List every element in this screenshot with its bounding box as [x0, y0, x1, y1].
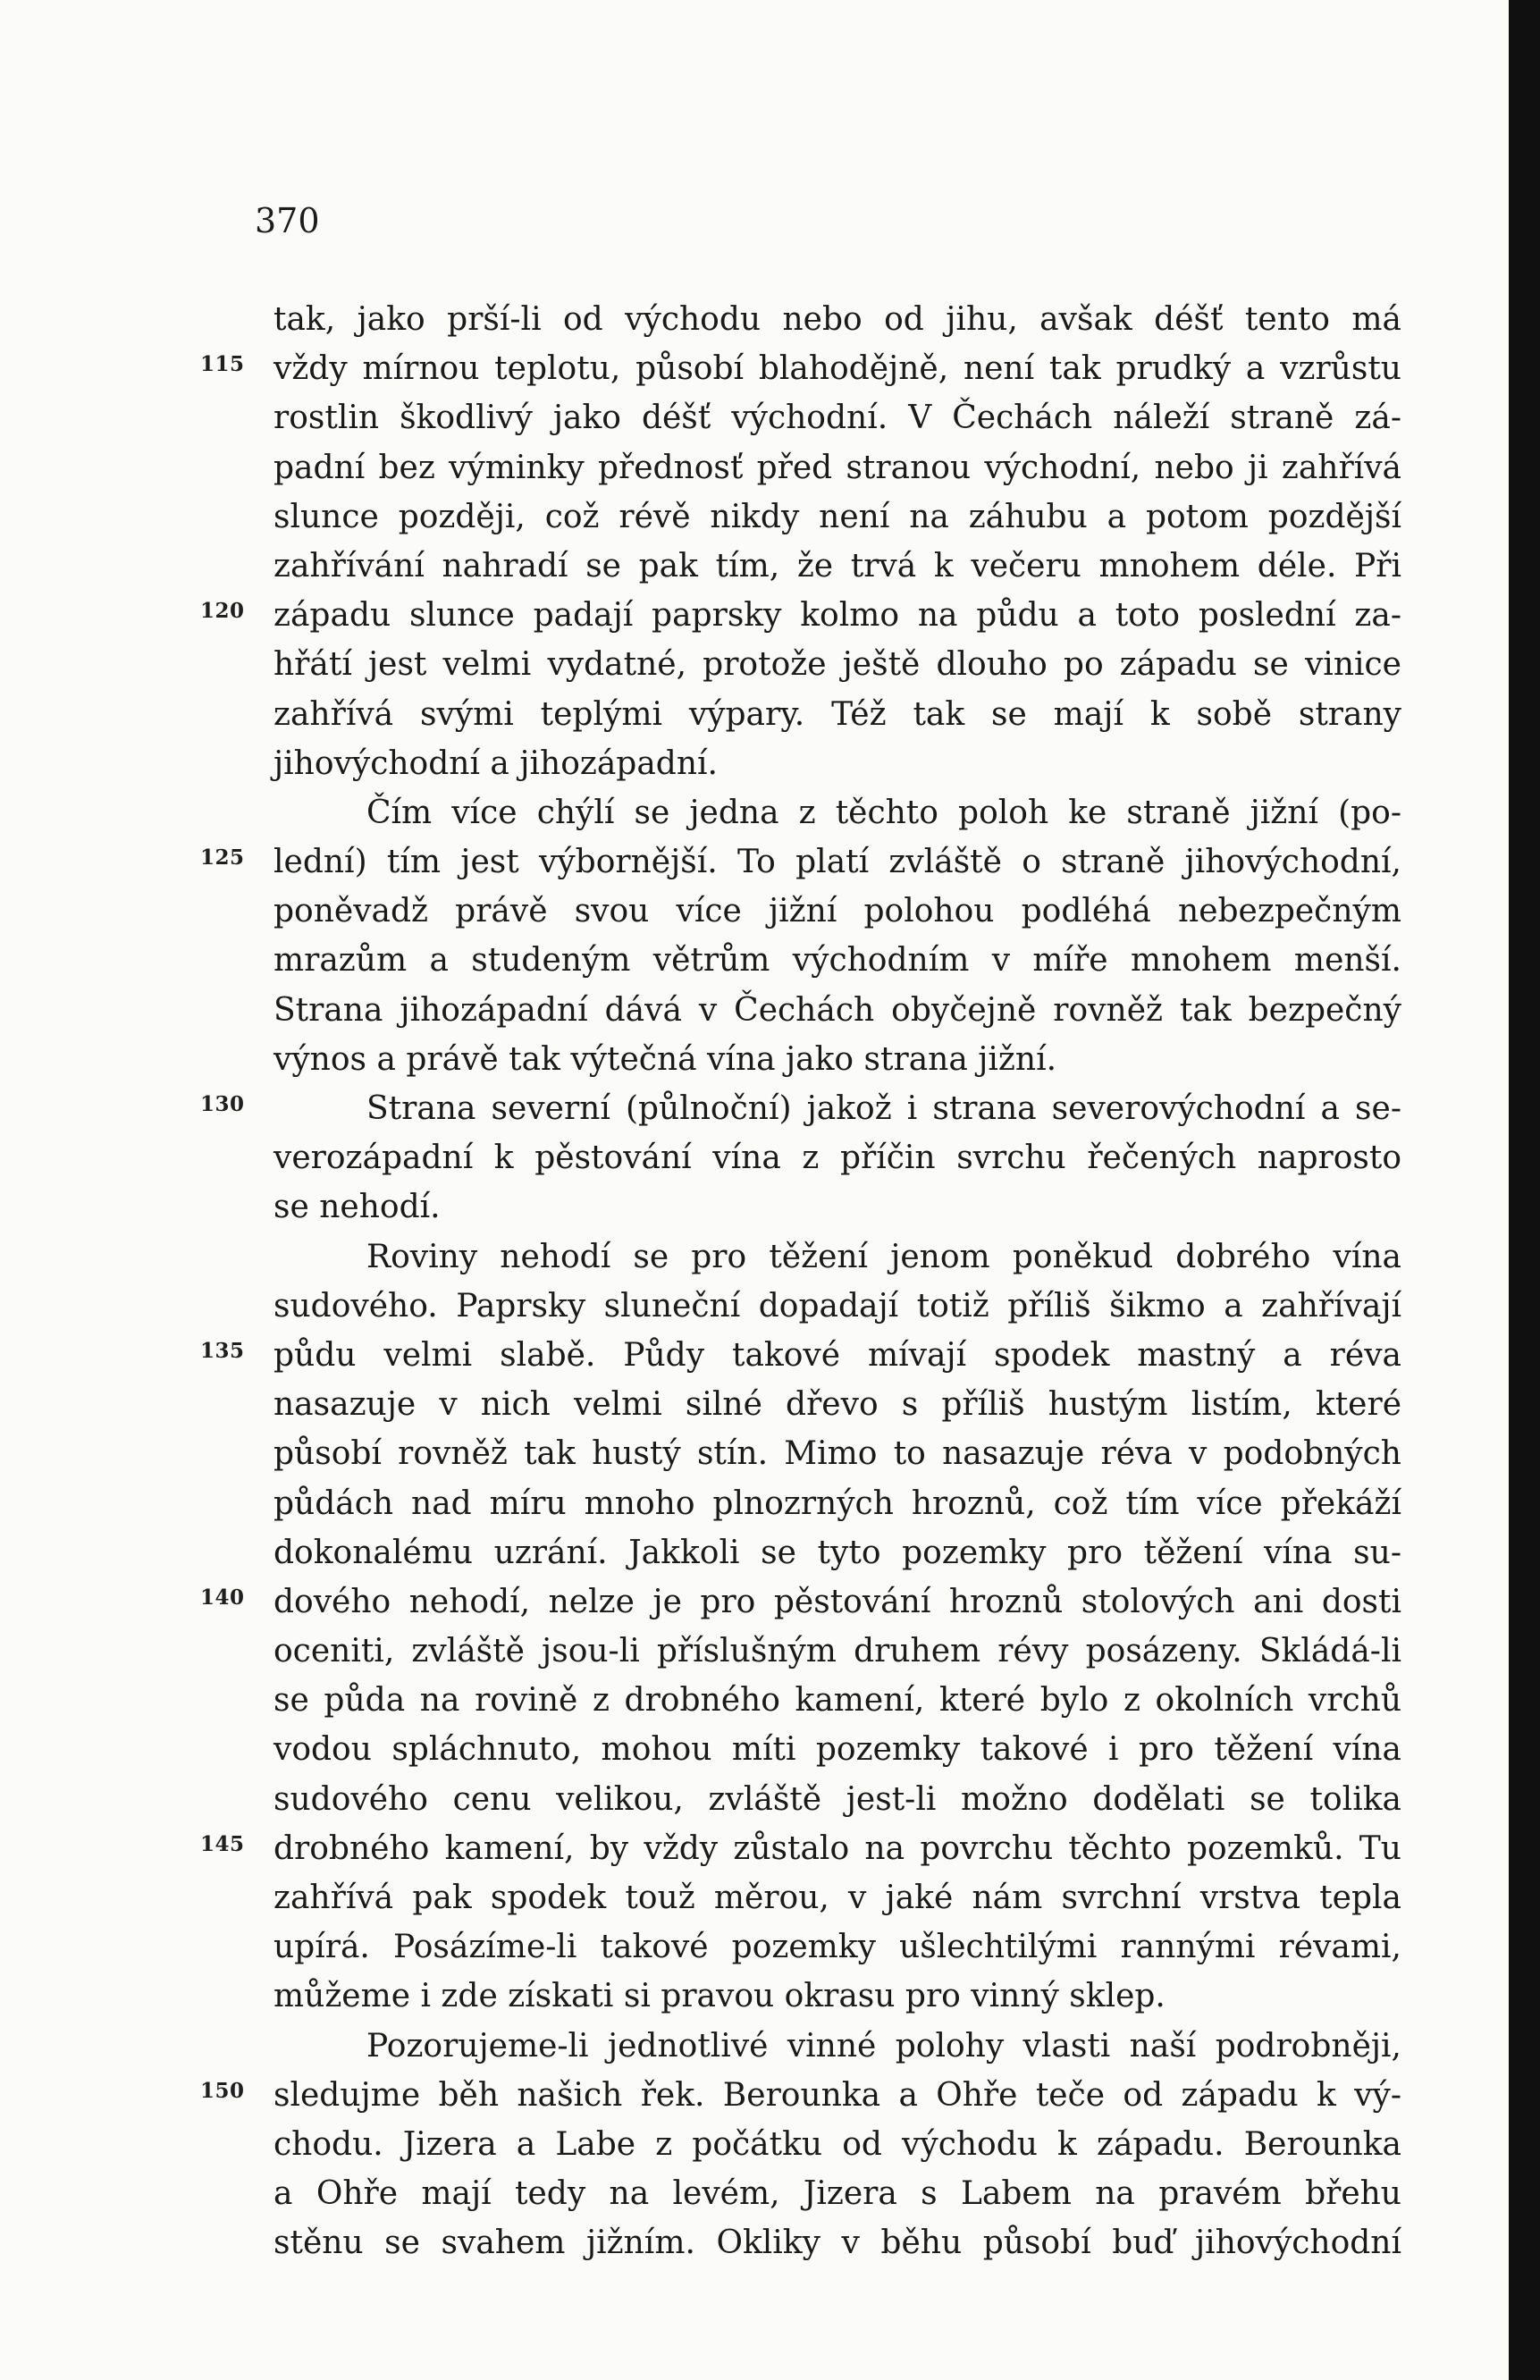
- line-text: vždy mírnou teplotu, působí blahodějně, není tak prudký a vzrůstu: [273, 350, 1401, 388]
- line-text: Čím více chýlí se jedna z těchto poloh ke straně jižní (po-: [366, 794, 1401, 831]
- line-text: se nehodí.: [273, 1189, 441, 1226]
- text-line: [200, 837, 1401, 887]
- text-line: [273, 887, 1401, 936]
- text-line: [273, 1282, 1401, 1331]
- line-text: výnos a právě tak výtečná vína jako strana jižní.: [273, 1040, 1057, 1078]
- text-line: [273, 393, 1401, 442]
- line-text: dokonalému uzrání. Jakkoli se tyto pozemky pro těžení vína su-: [273, 1534, 1401, 1571]
- line-text: chodu. Jizera a Labe z počátku od východu k západu. Berounka: [273, 2125, 1401, 2163]
- text-line: [273, 1972, 1401, 2021]
- text-line: [200, 1824, 1401, 1873]
- text-line: [273, 1035, 1401, 1084]
- line-text: poněvadž právě svou více jižní polohou podléhá nebezpečným: [273, 893, 1401, 930]
- line-text: mrazům a studeným větrům východním v míře mnohem menší.: [273, 942, 1401, 980]
- text-line: [273, 2120, 1401, 2169]
- line-text: půdu velmi slabě. Půdy takové mívají spodek mastný a réva: [273, 1336, 1401, 1374]
- line-text: oceniti, zvláště jsou-li příslušným druhem révy posázeny. Skládá-li: [273, 1633, 1401, 1670]
- text-line: [273, 1380, 1401, 1429]
- text-line: [273, 1479, 1401, 1528]
- text-line: [273, 1133, 1401, 1182]
- line-text: slunce později, což révě nikdy není na záhubu a potom pozdější: [273, 498, 1401, 535]
- scan-edge: [1509, 0, 1540, 2380]
- line-text: rostlin škodlivý jako déšť východní. V Čechách náleží straně zá-: [273, 399, 1401, 437]
- line-number: 115: [200, 352, 245, 377]
- line-number: 130: [200, 1092, 245, 1116]
- text-line: [273, 1775, 1401, 1824]
- line-text: Strana jihozápadní dává v Čechách obyčejně rovněž tak bezpečný: [273, 991, 1401, 1029]
- line-text: sudového cenu velikou, zvláště jest-li možno dodělati se tolika: [273, 1780, 1401, 1818]
- line-text: se půda na rovině z drobného kamení, které bylo z okolních vrchů: [273, 1682, 1401, 1720]
- text-line: [273, 1528, 1401, 1577]
- line-text: zahřívání nahradí se pak tím, že trvá k večeru mnohem déle. Při: [273, 547, 1401, 584]
- line-text: Pozorujeme-li jednotlivé vinné polohy vlasti naší podrobněji,: [366, 2027, 1401, 2065]
- line-text: můžeme i zde získati si pravou okrasu pro vinný sklep.: [273, 1978, 1166, 2015]
- text-line: [273, 1922, 1401, 1972]
- text-line: [273, 1873, 1401, 1922]
- text-line: [273, 1182, 1401, 1232]
- text-line: [273, 542, 1401, 591]
- line-text: zahřívá pak spodek touž měrou, v jaké nám svrchní vrstva tepla: [273, 1880, 1401, 1916]
- text-line: [200, 1084, 1401, 1133]
- line-text: hřátí jest velmi vydatné, protože ještě dlouho po západu se vinice: [273, 646, 1401, 684]
- text-line: [273, 2169, 1401, 2218]
- line-text: dového nehodí, nelze je pro pěstování hroznů stolových ani dosti: [273, 1583, 1401, 1620]
- line-number: 145: [200, 1831, 245, 1856]
- text-line: [273, 640, 1401, 689]
- text-line: [273, 936, 1401, 985]
- text-block: [200, 295, 1401, 2268]
- line-text: sudového. Paprsky sluneční dopadají totiž příliš šikmo a zahřívají: [273, 1287, 1401, 1325]
- line-text: Roviny nehodí se pro těžení jenom poněkud dobrého vína: [366, 1238, 1401, 1275]
- text-line: [200, 344, 1401, 393]
- text-line: [273, 443, 1401, 492]
- line-text: vodou spláchnuto, mohou míti pozemky takové i pro těžení vína: [273, 1731, 1401, 1769]
- line-text: půdách nad míru mnoho plnozrných hroznů, což tím více překáží: [273, 1484, 1401, 1522]
- text-line: [200, 1331, 1401, 1380]
- line-text: nasazuje v nich velmi silné dřevo s příliš hustým listím, které: [273, 1386, 1401, 1424]
- line-text: padní bez výminky přednosť před stranou východní, nebo ji zahřívá: [273, 449, 1401, 486]
- text-line: [273, 492, 1401, 542]
- line-number: 125: [200, 845, 245, 870]
- line-text: stěnu se svahem jižním. Okliky v běhu působí buď jihovýchodní: [273, 2224, 1401, 2262]
- line-text: zahřívá svými teplými výpary. Též tak se mají k sobě strany: [273, 695, 1401, 733]
- line-number: 135: [200, 1338, 245, 1363]
- line-text: drobného kamení, by vždy zůstalo na povrchu těchto pozemků. Tu: [273, 1829, 1401, 1867]
- line-text: působí rovněž tak hustý stín. Mimo to nasazuje réva v podobných: [273, 1435, 1401, 1473]
- text-line: [273, 1676, 1401, 1725]
- line-text: Strana severní (půlnoční) jakož i strana severovýchodní a se-: [366, 1090, 1401, 1127]
- line-text: verozápadní k pěstování vína z příčin svrchu řečených naprosto: [273, 1140, 1401, 1177]
- text-line: [273, 1232, 1401, 1282]
- line-text: západu slunce padají paprsky kolmo na půdu a toto poslední za-: [273, 597, 1401, 635]
- text-line: [273, 1725, 1401, 1774]
- line-text: jihovýchodní a jihozápadní.: [273, 744, 718, 782]
- line-number: 140: [200, 1585, 245, 1610]
- text-line: [200, 2071, 1401, 2120]
- text-line: [273, 295, 1401, 344]
- line-number: 150: [200, 2078, 245, 2103]
- text-line: [273, 986, 1401, 1035]
- text-line: [273, 690, 1401, 739]
- text-line: [273, 1429, 1401, 1478]
- line-text: upírá. Posázíme-li takové pozemky ušlechtilými rannými révami,: [273, 1929, 1401, 1966]
- line-text: lední) tím jest výbornější. To platí zvláště o straně jihovýchodní,: [273, 844, 1401, 881]
- text-line: [200, 591, 1401, 640]
- text-line: [273, 788, 1401, 837]
- line-text: sledujme běh našich řek. Berounka a Ohře teče od západu k vý-: [273, 2076, 1401, 2114]
- text-line: [273, 739, 1401, 788]
- line-number: 120: [200, 599, 245, 624]
- text-line: [273, 1627, 1401, 1676]
- text-line: [273, 2022, 1401, 2071]
- line-text: tak, jako prší-li od východu nebo od jihu, avšak déšť tento má: [273, 301, 1401, 338]
- text-line: [200, 1577, 1401, 1627]
- line-text: a Ohře mají tedy na levém, Jizera s Labem na pravém břehu: [273, 2175, 1401, 2213]
- text-line: [273, 2218, 1401, 2267]
- page-number: 370: [255, 201, 320, 240]
